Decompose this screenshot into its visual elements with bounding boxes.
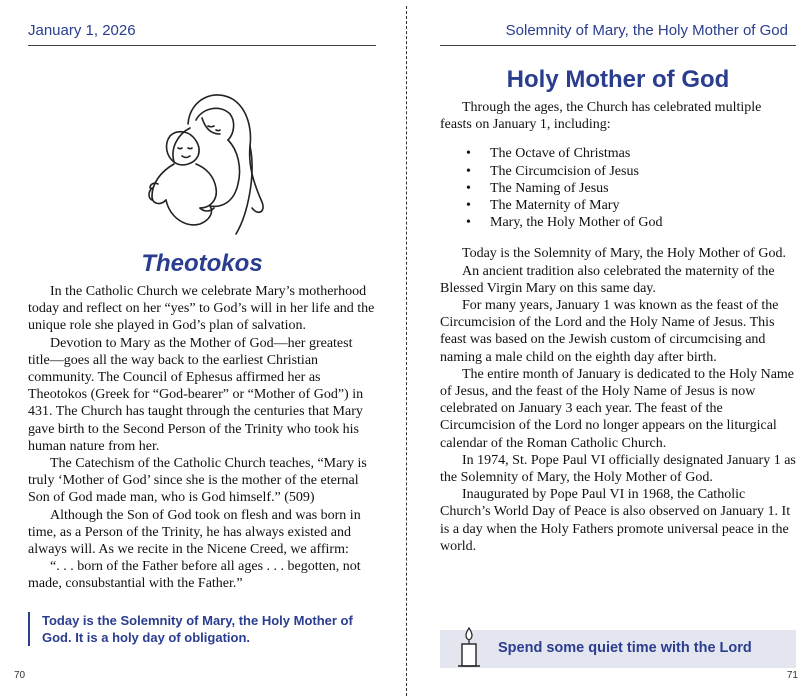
bullet-icon: • [466,215,471,231]
bullet-icon: • [466,198,471,214]
obligation-callout: Today is the Solemnity of Mary, the Holy Mother of God. It is a holy day of obligation. [28,612,382,646]
intro-paragraph: Through the ages, the Church has celebrated multiple feasts on January 1, including: [440,100,762,133]
paragraph: Inaugurated by Pope Paul VI in 1968, the Catholic Church’s World Day of Peace is also observed on January 1. It is a day when the Holy Fathers promote universal peace in the world. [440,487,791,554]
article-body [28,283,376,593]
left-page [0,0,404,696]
paragraph: In 1974, St. Pope Paul VI officially designated January 1 as the Solemnity of Mary, the Holy Mother of God. [440,452,796,486]
list-item: • The Circumcision of Jesus [466,163,639,179]
right-page [408,0,812,696]
page-number: 71 [786,670,798,681]
list-item: • The Maternity of Mary [466,198,620,214]
paragraph: An ancient tradition also celebrated the maternity of the Blessed Virgin Mary on this same day. [440,263,775,296]
paragraph: Devotion to Mary as the Mother of God—her greatest title—goes all the way back to the earliest Christian community. The Council of Ephesus affirmed her as Theotokos (Greek for “God-bearer” or “Mother of God”) in 431. The Church has taught through the centuries that Mary gave birth to the Second Person of the Trinity who took his human nature from her. [28,335,364,454]
header-date: January 1, 2026 [28,22,136,39]
header-title: Solemnity of Mary, the Holy Mother of God [505,22,788,39]
list-item: • The Naming of Jesus [466,180,609,196]
list-item: • Mary, the Holy Mother of God [466,215,663,231]
paragraph: The entire month of January is dedicated to the Holy Name of Jesus, and the feast of the Holy Name of Jesus is now celebrated on January 3 each year. The feast of the Circumcision of the Lord no longer appears on the liturgical calendar of the Roman Catholic Church. [440,366,795,451]
article-body [440,99,796,555]
paragraph: Although the Son of God took on flesh and was born in time, as a Person of the Trinity, he has always existed and always will. As we recite in the Nicene Creed, we affirm: [28,507,361,558]
candle-icon [454,626,484,668]
header-rule [440,45,796,46]
header-rule [28,45,376,46]
page-number: 70 [14,670,26,681]
paragraph: In the Catholic Church we celebrate Mary’s motherhood today and reflect on her “yes” to God’s will in her life and the unique role she played in God’s plan of salvation. [28,284,375,334]
bullet-icon: • [466,163,471,179]
paragraph: Today is the Solemnity of Mary, the Holy Mother of God. [462,246,786,262]
paragraph: The Catechism of the Catholic Church teaches, “Mary is truly ‘Mother of God’ since she is the mother of the eternal Son of God made man, who is God himself.” (509) [28,456,367,506]
list-item: • The Octave of Christmas [466,146,631,162]
creed-quote: “. . . born of the Father before all ages . . . begotten, not made, consubstantial with the Father.” [28,559,361,592]
paragraph: For many years, January 1 was known as the feast of the Circumcision of the Lord and the Holy Name of Jesus. This feast was based on the Jewish custom of circumcising and naming a male child on the eighth day after birth. [440,298,779,365]
page-title: Holy Mother of God [506,66,730,93]
bullet-icon: • [466,146,471,162]
callout-text: Spend some quiet time with the Lord [498,640,752,656]
page-divider [406,6,407,696]
page-title: Theotokos [141,250,263,277]
feast-list [440,145,796,231]
quiet-time-callout [440,630,796,668]
bullet-icon: • [466,180,471,196]
mary-and-child-illustration [130,84,270,244]
